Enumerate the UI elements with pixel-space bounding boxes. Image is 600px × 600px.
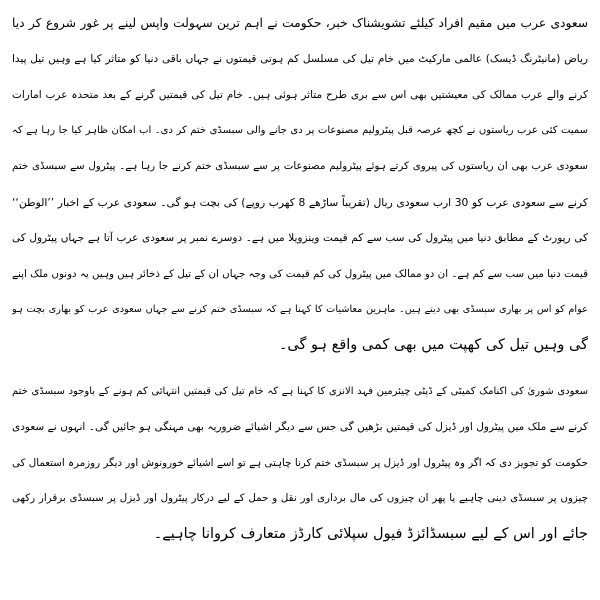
text-line: کرنے سے ملک میں پیٹرول اور ڈیزل کی قیمتیں بڑھیں گی جس سے دیگر اشیائے ضروریہ بھی مہنگی ہو جائیں گی۔ انہوں نے سعودی bbox=[12, 420, 588, 433]
text-line: سعودی شوریٰ کی اکنامک کمیٹی کے ڈپٹی چیئرمین فہد الانزی کا کہنا ہے کہ خام تیل کی قیمتیں انتہائی کم ہونے کے باوجود سبسڈی ختم bbox=[12, 385, 588, 397]
text-line: ریاض (مانیٹرنگ ڈیسک) عالمی مارکیٹ میں خام تیل کی مسلسل کم ہوتی قیمتوں نے جہاں باقی دنیا کو متاثر کیا ہے وہیں تیل پیدا bbox=[12, 52, 588, 65]
text-line: عوام کو اس پر بھاری سبسڈی بھی دیتے ہیں۔ ماہرین معاشیات کا کہنا ہے کہ سبسڈی ختم کرنے سے جہاں سعودی عرب کو بھاری بچت ہو bbox=[12, 304, 588, 316]
paragraph-2 bbox=[12, 374, 588, 553]
text-line: قیمت دنیا میں سب سے کم ہے۔ ان دو ممالک میں پیٹرول کی کم قیمت کی وجہ جہاں ان کے تیل کے ذخائر ہیں وہیں یہ دونوں ملک اپنے bbox=[12, 267, 588, 280]
paragraph-spacer bbox=[12, 364, 588, 374]
text-line: جائے اور اس کے لیے سبسڈائزڈ فیول سپلائی کارڈز متعارف کروانا چاہیے۔ bbox=[153, 526, 588, 543]
text-line: سمیت کئی عرب ریاستوں نے کچھ عرصہ قبل پیٹرولیم مصنوعات پر دی جانے والی سبسڈی ختم کر دی۔ اب امکان ظاہر کیا جا رہا ہے کہ bbox=[12, 125, 588, 137]
text-line: چیزوں پر سبسڈی دینی چاہیے یا پھر ان چیزوں کی مال برداری اور نقل و حمل کے لیے درکار پیٹرول اور ڈیزل پر سبسڈی برقرار رکھی bbox=[12, 492, 588, 505]
text-line: کی رپورٹ کے مطابق دنیا میں پیٹرول کی سب سے کم قیمت وینزویلا میں ہے۔ دوسرے نمبر پر سعودی عرب آتا ہے جہاں پیٹرول کی bbox=[12, 231, 588, 244]
paragraph-1 bbox=[12, 6, 588, 364]
text-line: گی وہیں تیل کی کھپت میں بھی کمی واقع ہو گی۔ bbox=[278, 337, 588, 354]
text-line: حکومت کو تجویز دی کہ اگر وہ پیٹرول اور ڈیزل پر سبسڈی ختم کرنا چاہتی ہے تو اسے اشیائے خورونوش اور دیگر روزمرہ استعمال کی bbox=[12, 456, 588, 469]
text-line: کرنے والے عرب ممالک کی معیشتیں بھی اس سے بری طرح متاثر ہوئی ہیں۔ خام تیل کی قیمتیں گرنے کے بعد متحدہ عرب امارات bbox=[12, 88, 588, 101]
headline-line: سعودی عرب میں مقیم افراد کیلئے تشویشناک خبر، حکومت نے اہم ترین سہولت واپس لینے پر غور شروع کر دیا bbox=[12, 16, 588, 30]
text-line: کرنے سے سعودی عرب کو 30 ارب سعودی ریال (تقریباً ساڑھے 8 کھرب روپے) کی بچت ہو گی۔ سعودی عرب کے اخبار ’’الوطن‘‘ bbox=[12, 195, 588, 209]
text-line: سعودی عرب بھی ان ریاستوں کی پیروی کرتے ہوئے پیٹرولیم مصنوعات پر سے سبسڈی ختم کرنے جا رہا ہے۔ پیٹرول سے سبسڈی ختم bbox=[12, 160, 588, 173]
